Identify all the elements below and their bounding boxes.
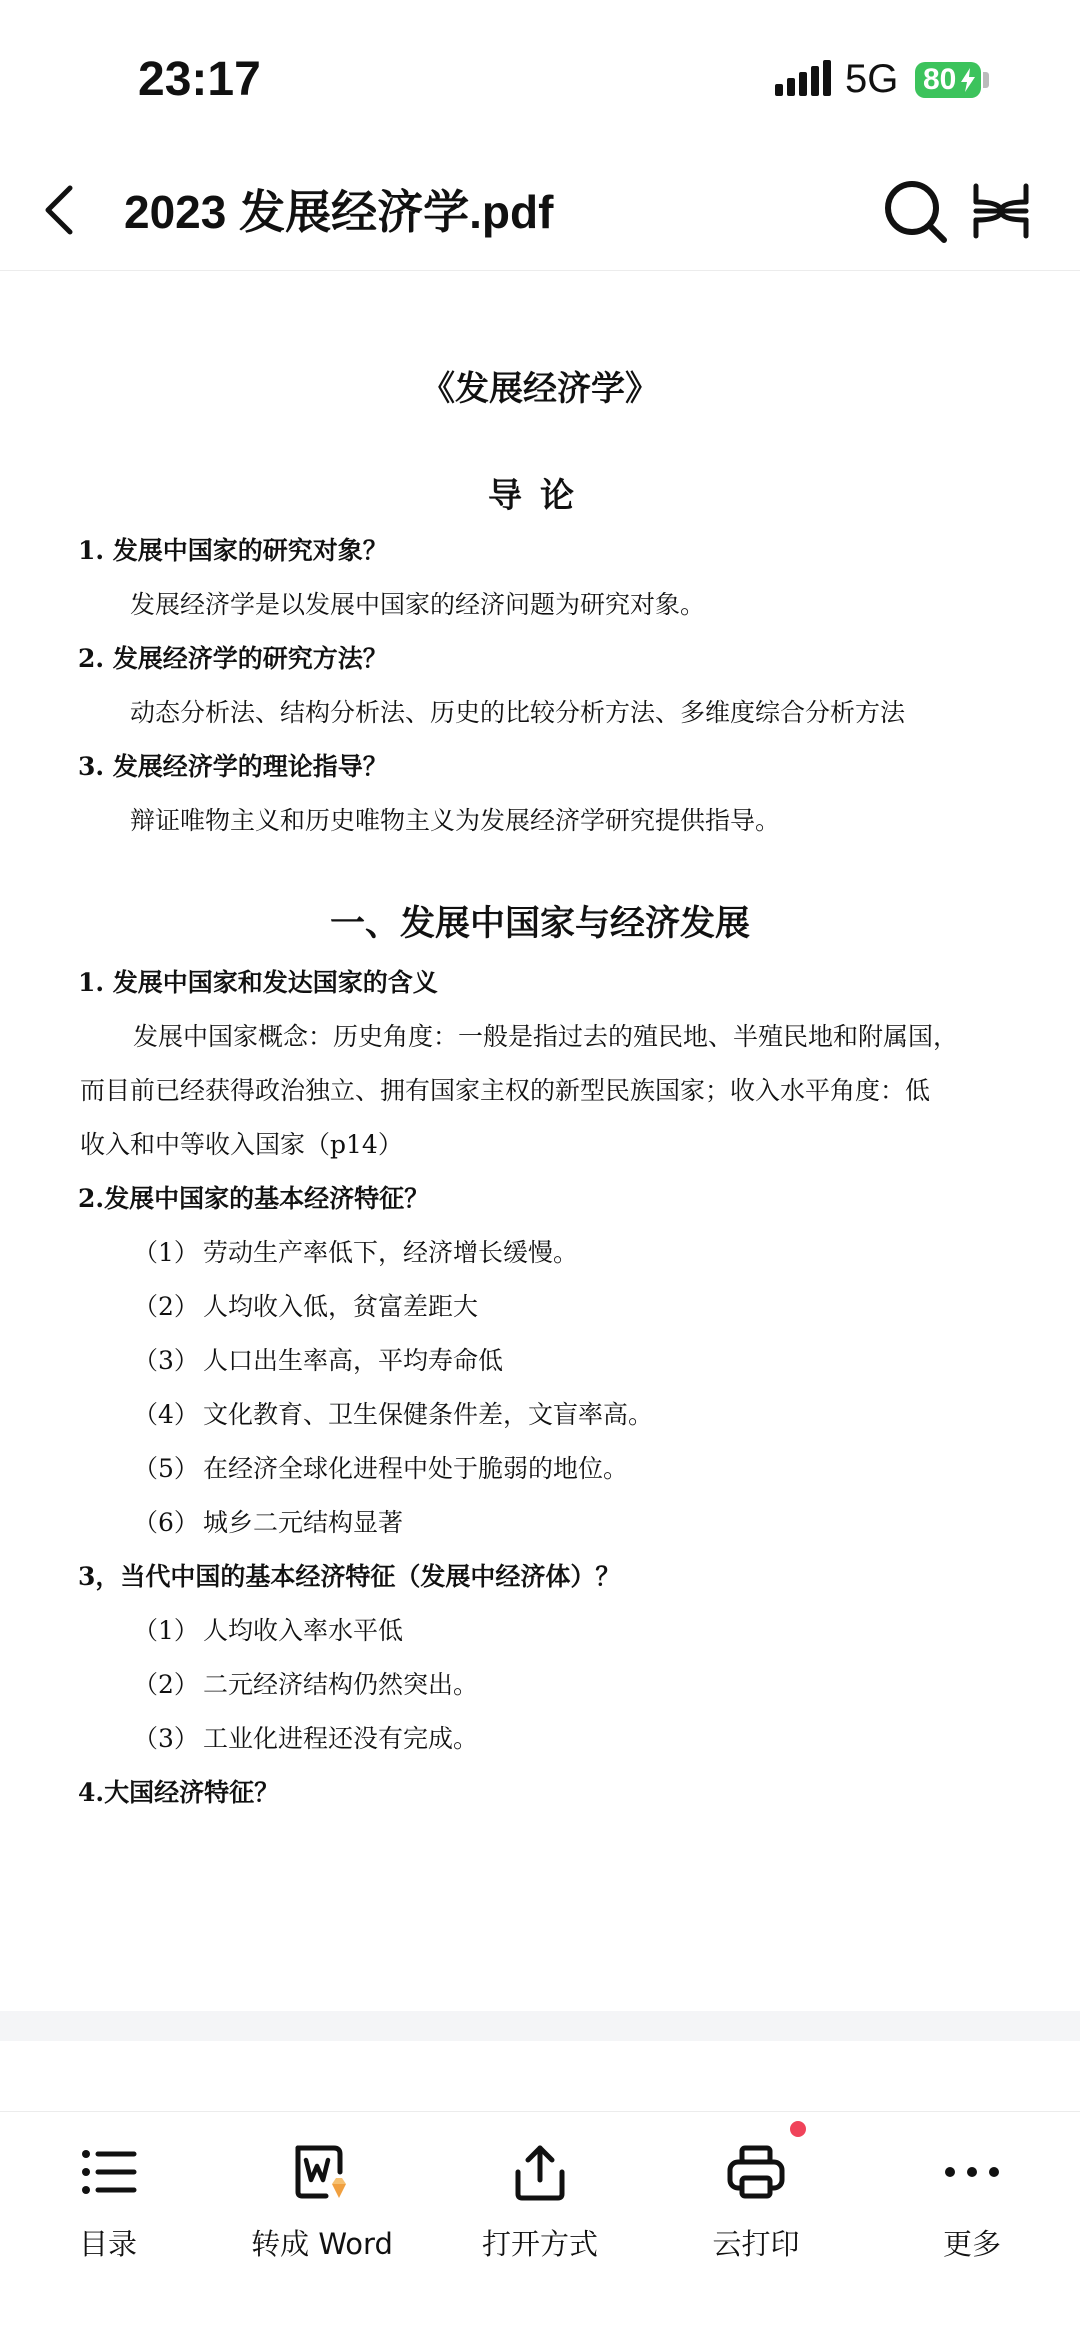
toc-label: 目录 [78,2227,137,2261]
status-bar [0,0,1080,150]
header-bar [0,150,1080,271]
intro-question-1: 1. 发展中国家的研究对象？ [78,536,388,565]
list-number: （5） [133,1454,199,1483]
list-number: （1） [133,1238,199,1267]
toc-button[interactable] [8,2132,208,2282]
c1-question-1: 1. 发展中国家和发达国家的含义 [78,968,438,997]
more-label: 更多 [942,2227,1001,2261]
back-arrow-icon[interactable] [30,178,94,242]
open-with-button[interactable] [440,2132,640,2282]
network-type: 5G [845,57,899,101]
open-with-label: 打开方式 [481,2227,598,2261]
battery-level: 80 [923,63,957,96]
list-item: 工业化进程还没有完成。 [203,1724,479,1753]
list-icon [78,2142,138,2202]
list-number: （3） [133,1724,199,1753]
expand-icon[interactable] [970,180,1032,242]
list-item: 人口出生率高，平均寿命低 [203,1346,504,1375]
document-title: 2023 发展经济学.pdf [124,186,554,238]
list-number: （3） [133,1346,199,1375]
c1-question-4: 4.大国经济特征？ [78,1778,280,1807]
share-icon [510,2142,570,2202]
status-time: 23:17 [138,53,261,106]
page-separator [0,2011,1080,2041]
list-number: （2） [133,1670,199,1699]
more-button[interactable] [872,2132,1072,2282]
cloud-print-button[interactable] [656,2132,856,2282]
battery-indicator [915,62,981,98]
intro-answer-2: 动态分析法、结构分析法、历史的比较分析方法、多维度综合分析方法 [130,698,906,727]
list-item: 二元经济结构仍然突出。 [203,1670,479,1699]
c1-answer-1-line-1: 发展中国家概念：历史角度：一般是指过去的殖民地、半殖民地和附属国， [133,1022,959,1051]
list-item: 文化教育、卫生保健条件差，文盲率高。 [203,1400,654,1429]
pdf-page[interactable] [0,271,1080,2011]
list-number: （6） [133,1508,199,1537]
intro-answer-1: 发展经济学是以发展中国家的经济问题为研究对象。 [130,590,706,619]
more-icon [942,2142,1002,2202]
intro-question-3: 3. 发展经济学的理论指导？ [78,752,388,781]
list-item: 在经济全球化进程中处于脆弱的地位。 [203,1454,629,1483]
c1-answer-1-line-3: 收入和中等收入国家（p14） [80,1130,403,1159]
charging-icon [959,68,977,92]
list-number: （1） [133,1616,199,1645]
cloud-print-label: 云打印 [712,2227,800,2261]
notification-dot [790,2121,806,2137]
list-number: （2） [133,1292,199,1321]
list-item: 人均收入低，贫富差距大 [203,1292,479,1321]
search-icon[interactable] [880,176,950,246]
c1-answer-1-line-2: 而目前已经获得政治独立、拥有国家主权的新型民族国家；收入水平角度：低 [80,1076,931,1105]
list-number: （4） [133,1400,199,1429]
intro-answer-3: 辩证唯物主义和历史唯物主义为发展经济学研究提供指导。 [130,806,781,835]
printer-icon [726,2142,786,2202]
c1-question-3: 3，当代中国的基本经济特征（发展中经济体）？ [78,1562,621,1591]
intro-heading: 导论 [488,476,592,516]
convert-word-label: 转成 Word [251,2227,393,2261]
book-title: 《发展经济学》 [421,369,659,409]
chapter-1-heading: 一、发展中国家与经济发展 [329,903,750,944]
intro-question-2: 2. 发展经济学的研究方法？ [78,644,388,673]
c1-question-2: 2.发展中国家的基本经济特征？ [78,1184,430,1213]
signal-icon [775,60,833,100]
list-item: 劳动生产率低下，经济增长缓慢。 [203,1238,579,1267]
list-item: 城乡二元结构显著 [203,1508,404,1537]
word-convert-icon [292,2142,352,2202]
bottom-toolbar [0,2111,1080,2340]
list-item: 人均收入率水平低 [203,1616,404,1645]
convert-word-button[interactable] [222,2132,422,2282]
battery-tip [983,72,989,88]
